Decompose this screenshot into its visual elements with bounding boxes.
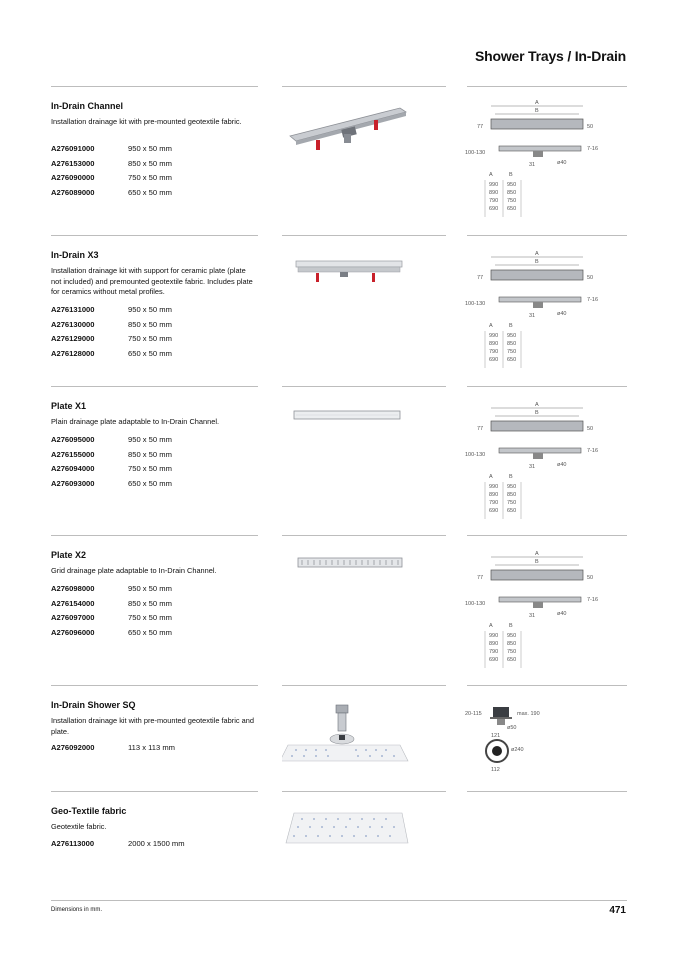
section-description: Installation drainage kit with pre-mounted geotextile fabric. [51, 117, 242, 126]
table-cell: 750 [507, 649, 517, 655]
divider [282, 235, 446, 236]
dim-label-outlet: ø40 [557, 611, 567, 617]
dim-label-height: 77 [477, 575, 484, 581]
divider [282, 791, 446, 792]
divider [467, 791, 627, 792]
table-cell: 950 [507, 484, 517, 490]
product-dimension: 650 x 50 mm [128, 348, 172, 358]
list-item [51, 613, 251, 628]
product-dimension: 850 x 50 mm [128, 319, 172, 329]
section-description: Grid drainage plate adaptable to In-Drain Channel. [51, 566, 217, 575]
product-dimension: 650 x 50 mm [128, 478, 172, 488]
table-cell: 650 [507, 357, 517, 363]
table-cell: 750 [507, 349, 517, 355]
list-item [51, 144, 251, 159]
product-code: A276155000 [51, 449, 95, 459]
dim-label-center: 31 [529, 613, 536, 619]
product-code: A276095000 [51, 435, 95, 444]
table-cell: 850 [507, 492, 517, 498]
table-cell: 950 [507, 333, 517, 339]
list-item [51, 435, 251, 450]
product-code: A276093000 [51, 478, 95, 488]
section-title: Plate X2 [51, 550, 87, 560]
dim-label-side-right: 7-16 [587, 448, 599, 454]
technical-drawing [463, 249, 631, 369]
product-code: A276097000 [51, 613, 95, 623]
table-cell: 690 [489, 657, 499, 663]
table-cell: 890 [489, 492, 499, 498]
divider [51, 535, 258, 536]
table-cell: 690 [489, 508, 499, 514]
product-section-in-drain-channel [51, 86, 627, 234]
table-cell: 890 [489, 190, 499, 196]
code-list [51, 743, 251, 758]
product-dimension: 750 x 50 mm [128, 464, 172, 474]
table-cell: 790 [489, 349, 499, 355]
list-item [51, 320, 251, 335]
code-list [51, 584, 251, 642]
dim-label-width: 50 [587, 124, 594, 130]
divider [282, 386, 446, 387]
code-list [51, 144, 251, 202]
table-cell: 690 [489, 357, 499, 363]
section-title: Geo-Textile fabric [51, 806, 127, 816]
product-code: A276129000 [51, 334, 95, 344]
product-code: A276096000 [51, 627, 95, 637]
product-code: A276092000 [51, 743, 95, 752]
divider [51, 386, 258, 387]
product-dimension: 950 x 50 mm [128, 584, 172, 593]
product-section-in-drain-shower-sq [51, 685, 627, 789]
dim-label-height: 77 [477, 275, 484, 281]
section-description: Installation drainage kit with pre-mounted geotextile fabric and plate. [51, 716, 254, 736]
table-cell: 650 [507, 508, 517, 514]
product-dimension: 113 x 113 mm [128, 743, 175, 752]
table-cell: 950 [507, 633, 517, 639]
dim-label-ring-top: 121 [491, 733, 501, 739]
divider [467, 235, 627, 236]
list-item [51, 305, 251, 320]
dim-label-side-right: 7-16 [587, 146, 599, 152]
product-dimension: 950 x 50 mm [128, 144, 172, 153]
table-cell: 650 [507, 657, 517, 663]
dim-label-a: A [535, 100, 539, 106]
table-header-a: A [489, 172, 493, 178]
dim-label-width: 50 [587, 426, 594, 432]
dim-label-side: 100-130 [465, 452, 486, 458]
section-description: Geotextile fabric. [51, 822, 107, 831]
dim-label-b: B [535, 410, 539, 416]
product-code: A276098000 [51, 584, 95, 593]
product-dimension: 750 x 50 mm [128, 334, 172, 344]
dim-label-b: B [535, 559, 539, 565]
table-header-b: B [509, 474, 513, 480]
table-cell: 850 [507, 641, 517, 647]
table-header-b: B [509, 323, 513, 329]
dim-label-center: 31 [529, 313, 536, 319]
product-section-plate-x2 [51, 535, 627, 683]
product-dimension: 2000 x 1500 mm [128, 839, 185, 848]
product-dimension: 850 x 50 mm [128, 598, 172, 608]
product-dimension: 650 x 50 mm [128, 187, 172, 197]
dim-label-b: B [535, 259, 539, 265]
section-title: In-Drain Channel [51, 101, 124, 111]
divider [51, 86, 258, 87]
table-cell: 750 [507, 198, 517, 204]
list-item [51, 479, 251, 494]
list-item [51, 464, 251, 479]
table-header-b: B [509, 623, 513, 629]
list-item [51, 743, 251, 758]
product-dimension: 950 x 50 mm [128, 305, 172, 314]
divider [467, 386, 627, 387]
dim-label-outlet: ø40 [557, 462, 567, 468]
product-dimension: 950 x 50 mm [128, 435, 172, 444]
list-item [51, 334, 251, 349]
table-cell: 750 [507, 500, 517, 506]
list-item [51, 450, 251, 465]
divider [51, 685, 258, 686]
dim-label-height: 77 [477, 124, 484, 130]
product-dimension: 650 x 50 mm [128, 627, 172, 637]
list-item [51, 599, 251, 614]
table-cell: 790 [489, 649, 499, 655]
table-cell: 890 [489, 341, 499, 347]
product-dimension: 750 x 50 mm [128, 613, 172, 623]
dim-label-ring-diameter: ø240 [511, 747, 524, 753]
product-code: A276131000 [51, 305, 95, 314]
dim-label-side: 100-130 [465, 601, 486, 607]
table-header-b: B [509, 172, 513, 178]
dim-label-width: 50 [587, 275, 594, 281]
product-section-geo-textile [51, 791, 627, 891]
product-code: A276091000 [51, 144, 95, 153]
dim-label-outlet: ø40 [557, 160, 567, 166]
product-photo-geo-textile [282, 809, 446, 849]
dim-label-height: 77 [477, 426, 484, 432]
table-header-a: A [489, 323, 493, 329]
section-description: Plain drainage plate adaptable to In-Drain Channel. [51, 417, 220, 426]
divider [51, 791, 258, 792]
table-cell: 850 [507, 190, 517, 196]
product-photo-plate-x1 [282, 408, 446, 422]
dim-label-max-height: max. 190 [517, 711, 540, 717]
list-item [51, 159, 251, 174]
dim-label-side-right: 7-16 [587, 597, 599, 603]
table-cell: 650 [507, 206, 517, 212]
table-cell: 990 [489, 182, 499, 188]
list-item [51, 584, 251, 599]
dim-label-side: 100-130 [465, 150, 486, 156]
page-title: Shower Trays / In-Drain [475, 48, 626, 64]
footer-divider [51, 900, 627, 901]
table-cell: 950 [507, 182, 517, 188]
dim-label-a: A [535, 551, 539, 557]
product-photo-channel [282, 98, 446, 158]
dim-label-side: 100-130 [465, 301, 486, 307]
section-description: Installation drainage kit with support for ceramic plate (plate not included) and premounted geotextile fabric. Includes plate for ceramics without metal profiles. [51, 266, 253, 296]
dim-label-center: 31 [529, 464, 536, 470]
table-header-a: A [489, 474, 493, 480]
list-item [51, 188, 251, 203]
code-list [51, 839, 251, 854]
technical-drawing [463, 98, 631, 218]
table-cell: 790 [489, 198, 499, 204]
list-item [51, 349, 251, 364]
section-title: In-Drain X3 [51, 250, 99, 260]
section-title: In-Drain Shower SQ [51, 700, 136, 710]
dim-label-ring-bottom: 112 [491, 767, 500, 773]
product-dimension: 850 x 50 mm [128, 449, 172, 459]
list-item [51, 173, 251, 188]
list-item [51, 628, 251, 643]
product-photo-plate-x2 [282, 555, 446, 571]
divider [282, 535, 446, 536]
product-section-plate-x1 [51, 386, 627, 534]
divider [467, 86, 627, 87]
divider [467, 685, 627, 686]
dim-label-side-right: 7-16 [587, 297, 599, 303]
product-code: A276153000 [51, 158, 95, 168]
dim-label-outlet: ø40 [557, 311, 567, 317]
product-code: A276089000 [51, 187, 95, 197]
technical-drawing [463, 400, 631, 520]
dim-label-a: A [535, 402, 539, 408]
table-cell: 790 [489, 500, 499, 506]
list-item [51, 839, 251, 854]
product-dimension: 750 x 50 mm [128, 173, 172, 183]
divider [282, 685, 446, 686]
dim-label-height-range: 20-115 [465, 711, 482, 717]
page-number: 471 [609, 905, 626, 916]
dim-label-outlet: ø50 [507, 725, 517, 731]
product-code: A276094000 [51, 464, 95, 474]
product-code: A276113000 [51, 839, 95, 848]
technical-drawing [463, 549, 631, 669]
dim-label-b: B [535, 108, 539, 114]
table-cell: 690 [489, 206, 499, 212]
product-dimension: 850 x 50 mm [128, 158, 172, 168]
code-list [51, 305, 251, 363]
code-list [51, 435, 251, 493]
product-code: A276090000 [51, 173, 95, 183]
table-cell: 990 [489, 333, 499, 339]
divider [51, 235, 258, 236]
product-code: A276130000 [51, 319, 95, 329]
footer-note: Dimensions in mm. [51, 907, 103, 913]
product-photo-shower-sq [282, 701, 446, 763]
table-cell: 990 [489, 633, 499, 639]
table-cell: 890 [489, 641, 499, 647]
product-photo-x3 [282, 255, 446, 295]
product-code: A276154000 [51, 598, 95, 608]
table-header-a: A [489, 623, 493, 629]
table-cell: 850 [507, 341, 517, 347]
technical-drawing-sq [463, 695, 631, 775]
dim-label-width: 50 [587, 575, 594, 581]
section-title: Plate X1 [51, 401, 87, 411]
dim-label-a: A [535, 251, 539, 257]
divider [282, 86, 446, 87]
table-cell: 990 [489, 484, 499, 490]
product-section-in-drain-x3 [51, 235, 627, 385]
divider [467, 535, 627, 536]
product-code: A276128000 [51, 348, 95, 358]
dim-label-center: 31 [529, 162, 536, 168]
